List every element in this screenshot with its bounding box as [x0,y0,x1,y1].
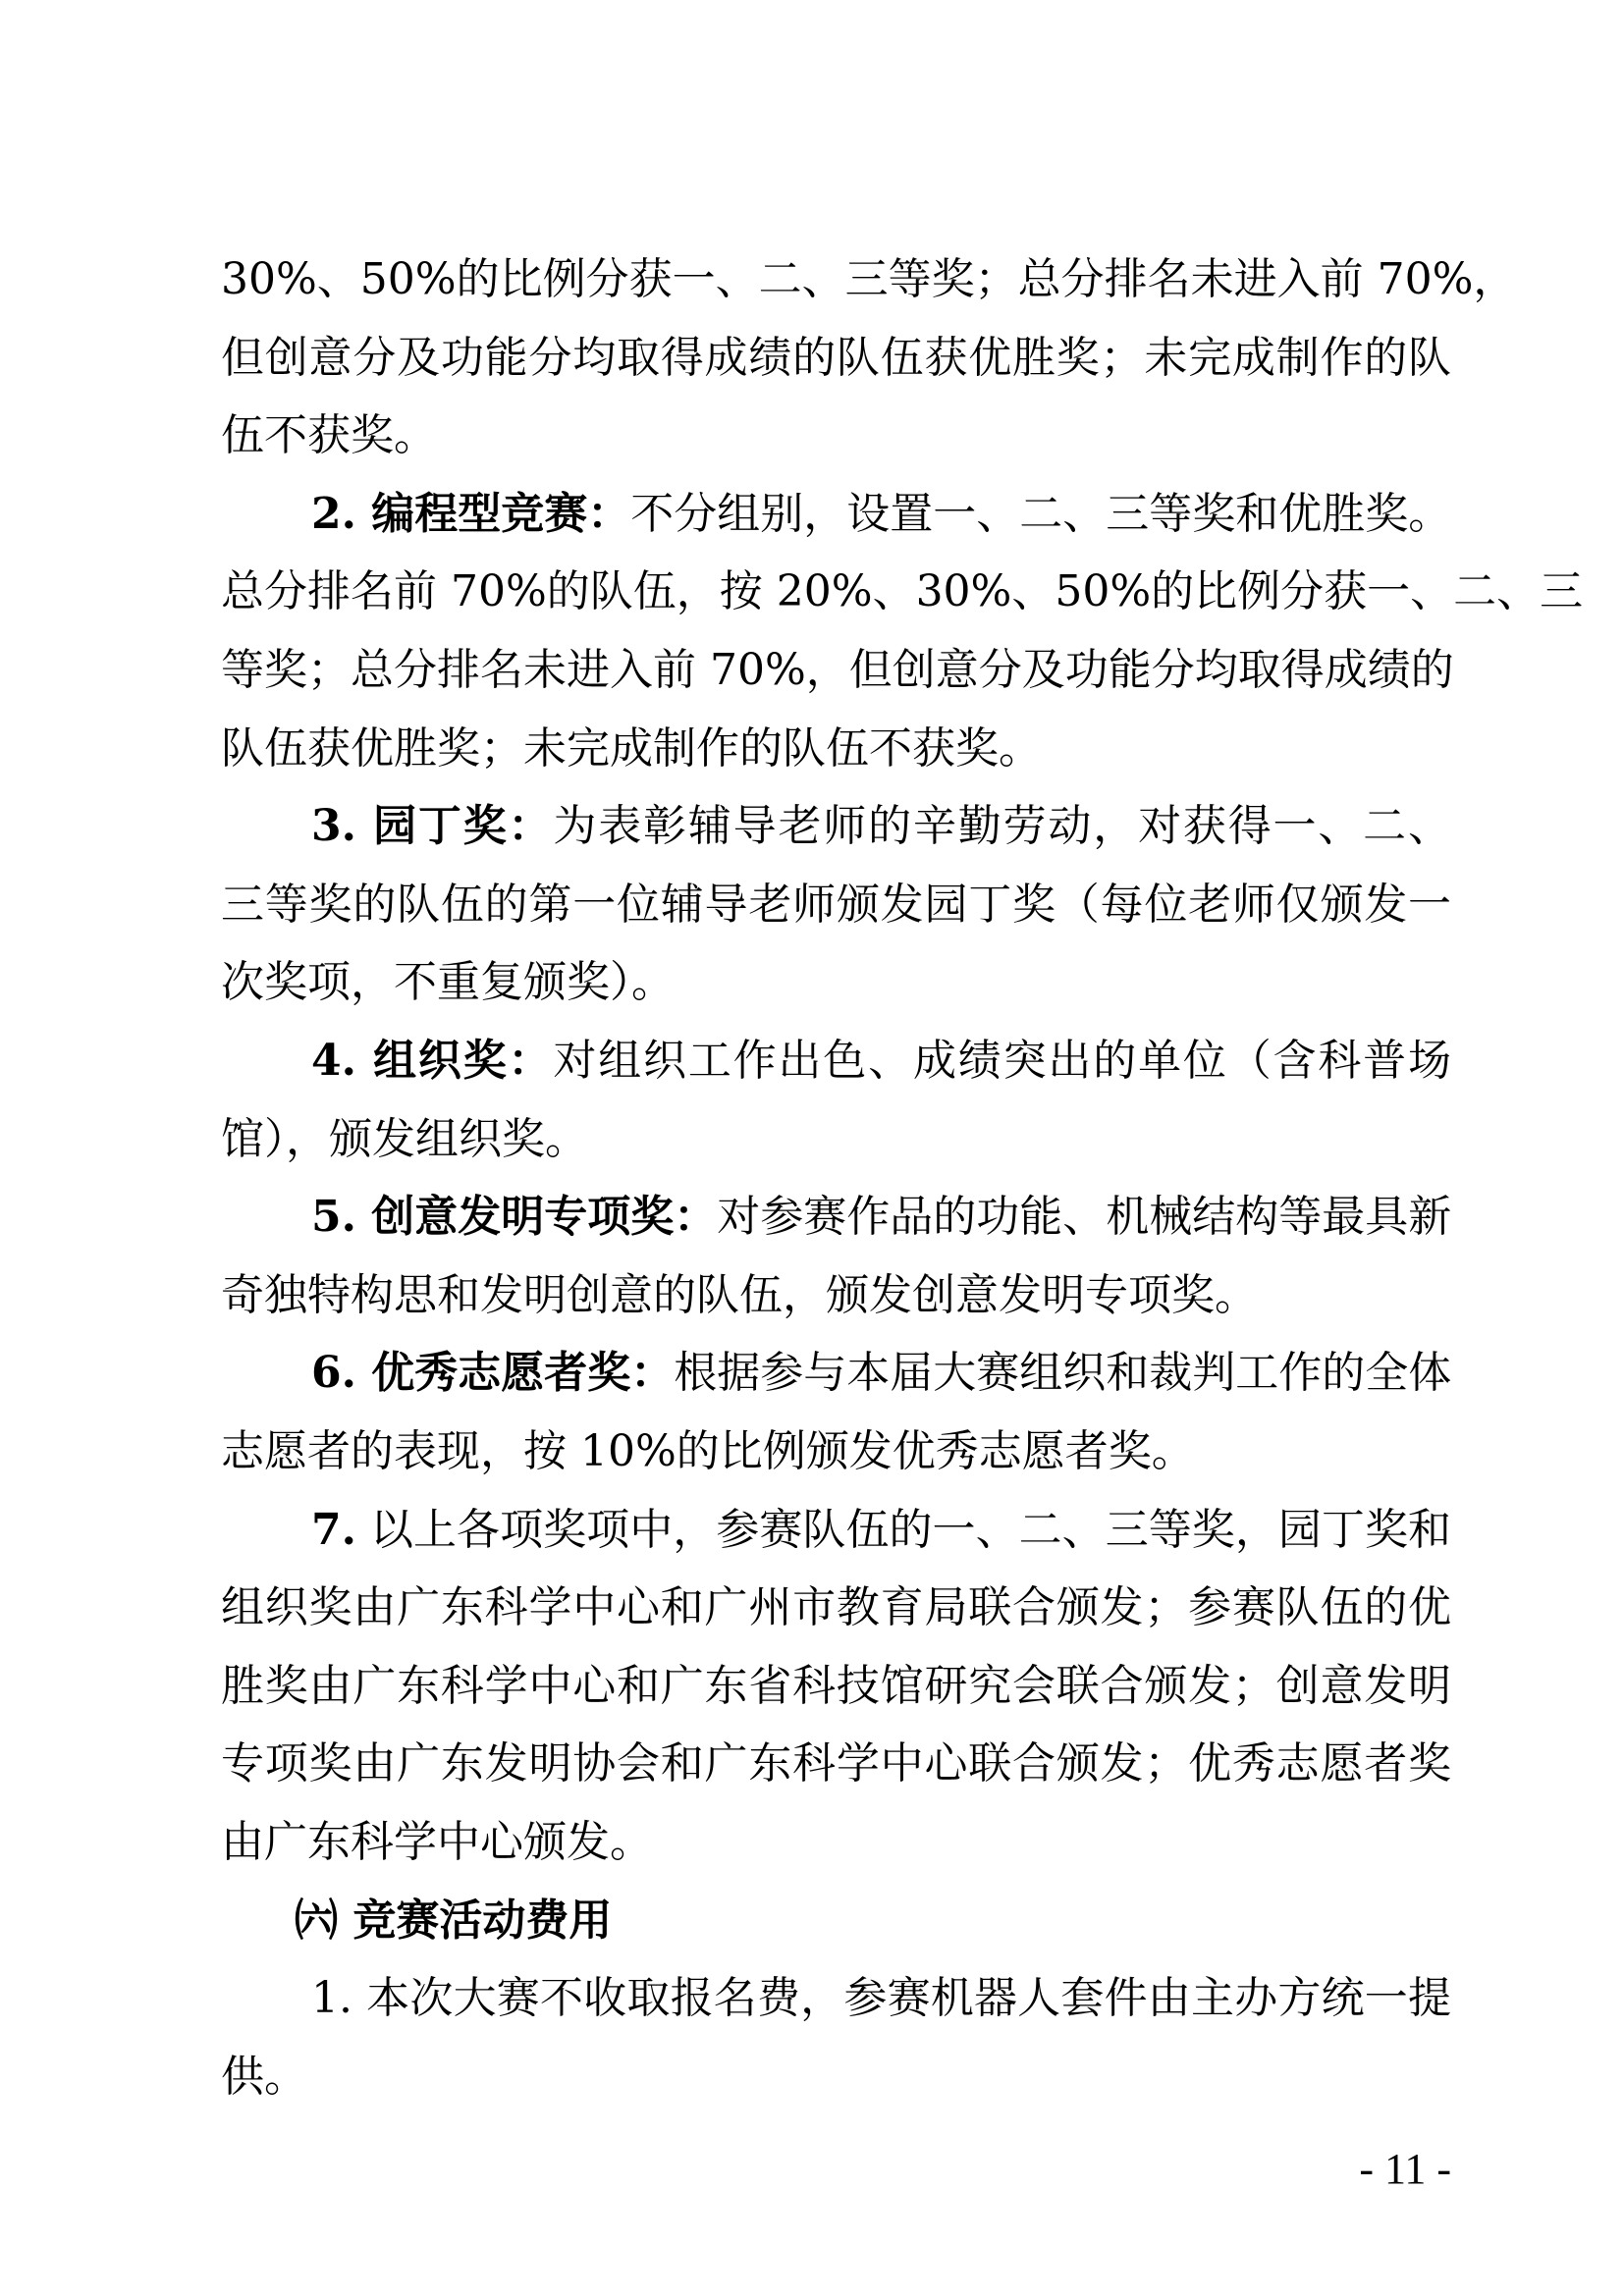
line-text: 志愿者的表现，按 10%的比例颁发优秀志愿者奖。 [221,1426,1195,1476]
line-text: 总分排名前 70%的队伍，按 20%、30%、50%的比例分获一、二、三 [221,566,1584,617]
text-line [221,1178,1451,1256]
text-line [221,1334,1451,1413]
line-text: 供。 [221,2051,307,2102]
line-text: 为表彰辅导老师的辛勤劳动，对获得一、二、 [553,801,1451,852]
text-line [221,1491,1451,1570]
item-title: 7. [311,1504,356,1555]
line-text: 30%、50%的比例分获一、二、三等奖；总分排名未进入前 70%， [221,254,1517,304]
item-title: 4. 组织奖： [311,1036,554,1086]
item-title: 6. 优秀志愿者奖： [311,1348,675,1399]
page-number: - 11 - [1359,2145,1451,2193]
text-line [221,475,1451,554]
line-text: 对参赛作品的功能、机械结构等最具新 [717,1192,1452,1243]
line-text: 1. 本次大赛不收取报名费，参赛机器人套件由主办方统一提 [311,1973,1451,2024]
line-text: 胜奖由广东科学中心和广东省科技馆研究会联合颁发；创意发明 [221,1660,1451,1711]
text-line [221,1725,1451,1803]
line-text: 组织奖由广东科学中心和广州市教育局联合颁发；参赛队伍的优 [221,1582,1451,1633]
section-heading [221,1882,1451,1960]
text-line [221,943,1451,1022]
text-line [221,553,1584,631]
text-line [221,240,1517,319]
text-line [221,787,1451,866]
text-line [221,1569,1451,1647]
text-line [221,631,1454,710]
line-text: 奇独特构思和发明创意的队伍，颁发创意发明专项奖。 [221,1269,1258,1320]
line-text: 但创意分及功能分均取得成绩的队伍获优胜奖；未完成制作的队 [221,332,1451,383]
line-text: 由广东科学中心颁发。 [221,1817,653,1867]
text-line [221,1022,1451,1100]
line-text: 伍不获奖。 [221,410,437,461]
item-title: 2. 编程型竞赛： [311,488,631,539]
text-line [221,1647,1451,1726]
text-line [221,1413,1451,1491]
item-title: 3. 园丁奖： [311,801,554,852]
text-line [221,1803,1451,1882]
line-text: 等奖；总分排名未进入前 70%，但创意分及功能分均取得成绩的 [221,645,1454,695]
line-text: 馆），颁发组织奖。 [221,1113,588,1164]
text-line [221,1959,1451,2038]
line-text: 次奖项，不重复颁奖）。 [221,957,675,1008]
text-line [221,866,1451,944]
line-text: 专项奖由广东发明协会和广东科学中心联合颁发；优秀志愿者奖 [221,1738,1451,1789]
text-line [221,1256,1451,1335]
line-text: 不分组别，设置一、二、三等奖和优胜奖。 [630,488,1452,539]
line-text: 根据参与本届大赛组织和裁判工作的全体 [674,1348,1452,1399]
line-text: 对组织工作出色、成绩突出的单位（含科普场 [553,1036,1451,1086]
text-line [221,397,1451,475]
text-line [221,319,1451,398]
item-title: 5. 创意发明专项奖： [311,1192,718,1243]
text-line [221,1100,1451,1179]
line-text: ㈥ 竞赛活动费用 [295,1895,613,1946]
text-line [221,2038,1451,2116]
text-line [221,710,1451,788]
line-text: 以上各项奖项中，参赛队伍的一、二、三等奖，园丁奖和 [355,1504,1451,1555]
line-text: 三等奖的队伍的第一位辅导老师颁发园丁奖（每位老师仅颁发一 [221,879,1451,930]
line-text: 队伍获优胜奖；未完成制作的队伍不获奖。 [221,722,1042,774]
